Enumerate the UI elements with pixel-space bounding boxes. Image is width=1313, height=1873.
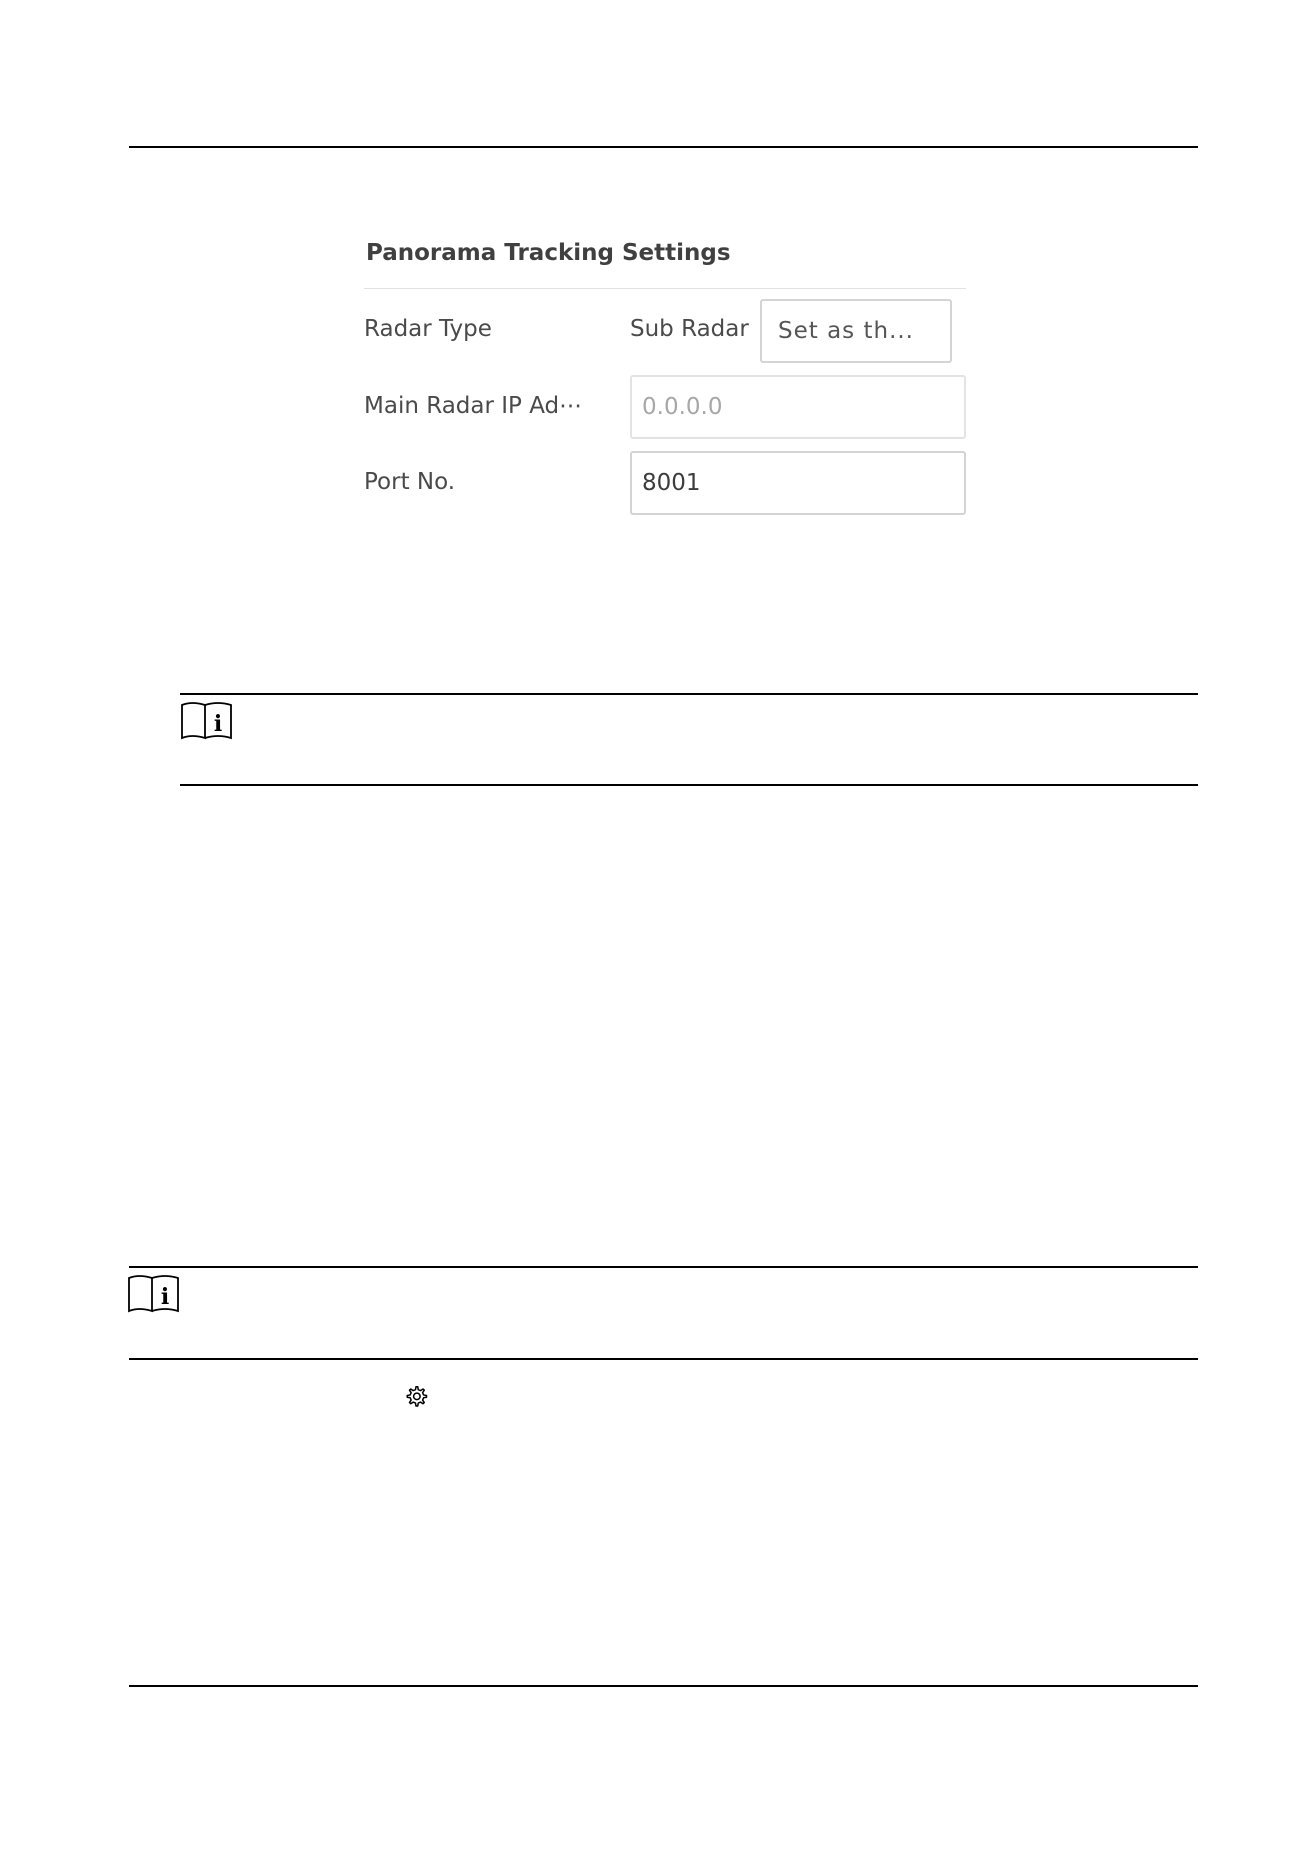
panel-title: Panorama Tracking Settings [366,240,731,266]
note-book-info-icon [127,1273,181,1313]
svg-text:i: i [160,1284,170,1310]
port-no-label: Port No. [364,469,456,495]
header-rule [129,146,1198,148]
note-2-bottom-rule [129,1358,1198,1360]
note-1-bottom-rule [180,784,1198,786]
footer-rule [129,1685,1198,1687]
note-book-info-icon [180,700,234,740]
note-1-top-rule [180,693,1198,695]
main-radar-ip-field[interactable]: 0.0.0.0 [630,375,966,439]
panorama-tracking-settings-panel [362,236,966,526]
port-no-field[interactable]: 8001 [630,451,966,515]
radar-type-value: Sub Radar [630,316,749,342]
svg-text:i: i [213,711,223,737]
main-radar-ip-label: Main Radar IP Ad⋯ [364,393,583,419]
panel-title-divider [364,288,966,289]
gear-icon [403,1384,429,1410]
radar-type-label: Radar Type [364,316,492,342]
note-2-top-rule [129,1266,1198,1268]
set-as-main-radar-button[interactable]: Set as th... [760,299,952,363]
